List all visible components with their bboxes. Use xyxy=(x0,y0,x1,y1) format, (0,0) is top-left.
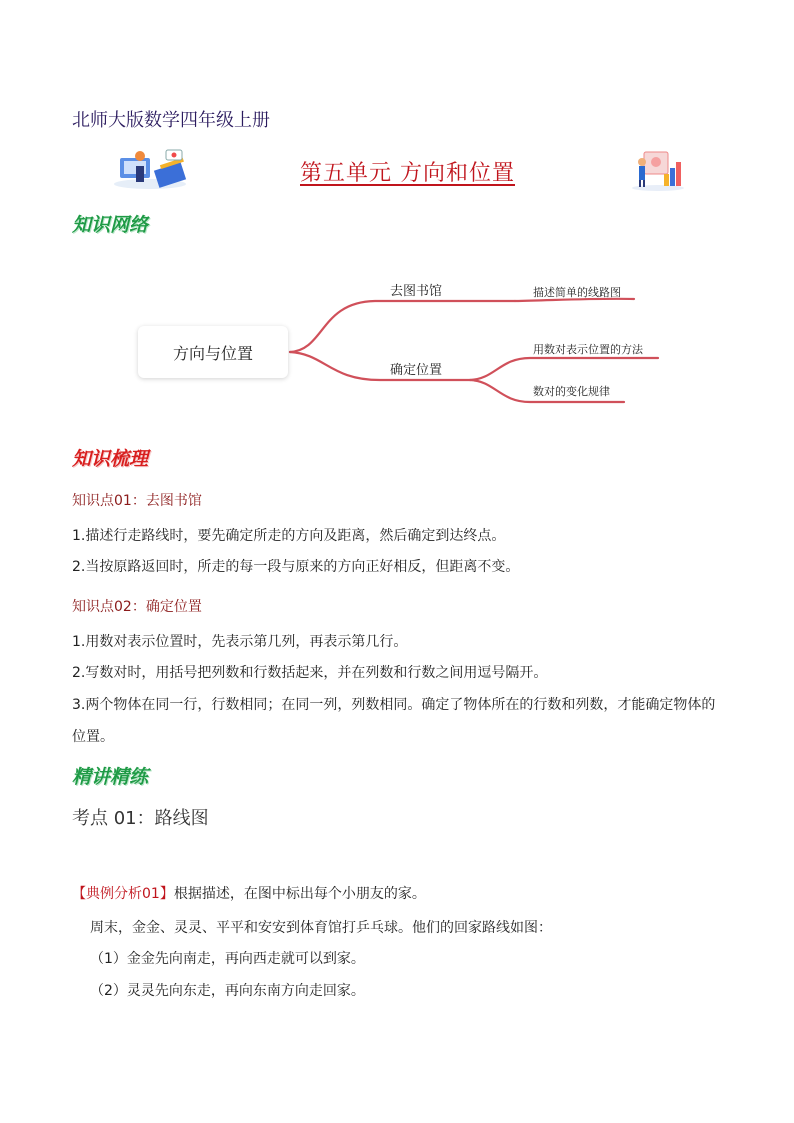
mindmap-branch-library: 去图书馆 xyxy=(390,284,443,299)
example-heading xyxy=(72,884,426,904)
example-line: （1）金金先向南走，再向西走就可以到家。 xyxy=(90,951,365,967)
section-practice: 精讲精练 xyxy=(72,766,149,788)
knowledge-point-title: 知识点01：去图书馆 xyxy=(72,493,202,509)
unit-title: 第五单元 方向和位置 xyxy=(300,161,515,186)
knowledge-point-item: 2.当按原路返回时，所走的每一段与原来的方向正好相反，但距离不变。 xyxy=(72,559,520,575)
exam-point-title: 考点 01：路线图 xyxy=(72,808,209,829)
mindmap-root-label: 方向与位置 xyxy=(172,343,253,363)
connector-branch-1 xyxy=(290,301,515,352)
knowledge-point-title: 知识点02：确定位置 xyxy=(72,599,202,615)
example-line: （2）灵灵先向东走，再向东南方向走回家。 xyxy=(90,983,365,999)
mindmap-branch-position: 确定位置 xyxy=(390,363,443,378)
section-knowledge-review: 知识梳理 xyxy=(72,448,149,470)
knowledge-point-item: 位置。 xyxy=(72,729,114,745)
knowledge-point-item: 1.用数对表示位置时，先表示第几列，再表示第几行。 xyxy=(72,634,408,650)
knowledge-point-item: 3.两个物体在同一行，行数相同；在同一列，列数相同。确定了物体所在的行数和列数，才能确定物体的 xyxy=(72,697,716,713)
knowledge-point-item: 2.写数对时，用括号把列数和行数括起来，并在列数和行数之间用逗号隔开。 xyxy=(72,665,548,681)
section-knowledge-network: 知识网络 xyxy=(72,214,149,236)
connector-branch-2 xyxy=(290,352,470,380)
example-line: 周末，金金、灵灵、平平和安安到体育馆打乒乓球。他们的回家路线如图： xyxy=(90,920,552,936)
mindmap-leaf-pair-change: 数对的变化规律 xyxy=(533,385,610,398)
knowledge-point-item: 1.描述行走路线时，要先确定所走的方向及距离，然后确定到达终点。 xyxy=(72,528,506,544)
mindmap-root xyxy=(138,326,288,378)
connector-leaf-2 xyxy=(470,358,658,380)
example-text: 根据描述，在图中标出每个小朋友的家。 xyxy=(173,886,426,902)
mindmap-leaf-route-map: 描述简单的线路图 xyxy=(533,286,621,299)
mindmap-leaf-number-pair: 用数对表示位置的方法 xyxy=(533,343,643,356)
book-title: 北师大版数学四年级上册 xyxy=(72,110,270,131)
example-tag: 【典例分析01】 xyxy=(72,886,174,902)
